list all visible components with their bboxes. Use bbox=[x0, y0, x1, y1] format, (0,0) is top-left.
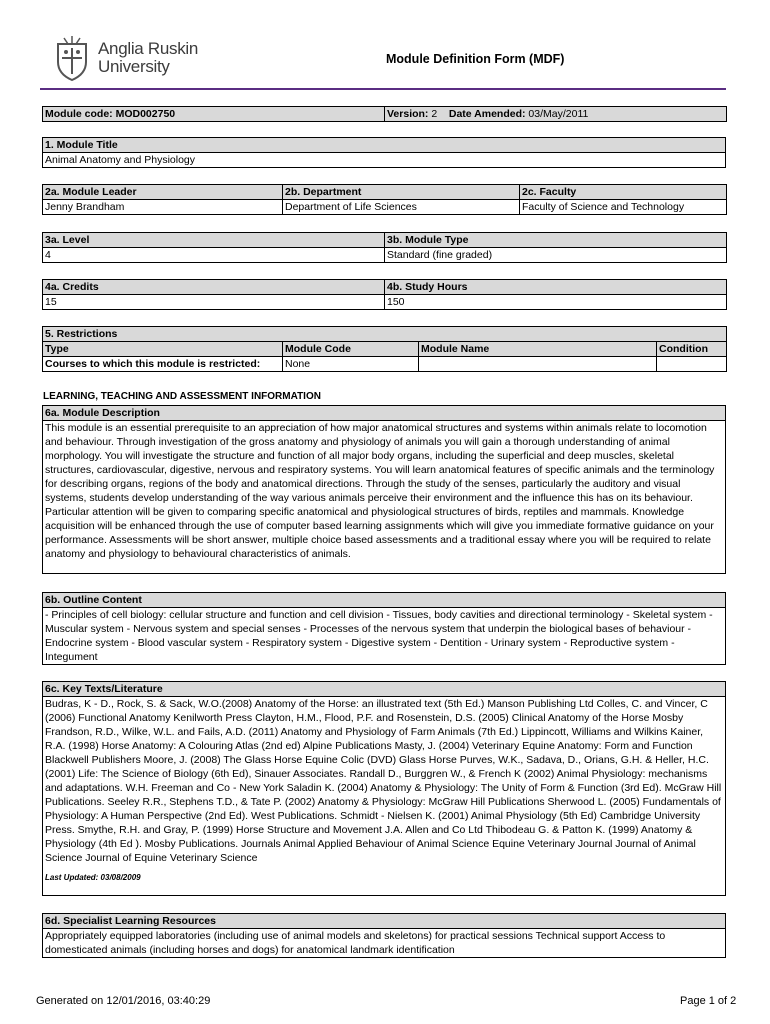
outline-content-table bbox=[42, 592, 726, 665]
outline-content-text: - Principles of cell biology: cellular structure and function and cell division - Tissues, body cavities and directional terminology - Skeletal system - Muscular system - Nervous system and special senses - Processes of the nervous system that underpin the biological bases of behaviour - Endocrine system - Blood vascular system - Respiratory system - Digestive system - Dentition - Urinary system - Reproductive system - Integument bbox=[43, 608, 726, 665]
credits-value: 15 bbox=[43, 295, 385, 310]
faculty-label: 2c. Faculty bbox=[520, 185, 727, 200]
logo-line-2: University bbox=[98, 57, 170, 76]
page-number: Page 1 of 2 bbox=[680, 995, 737, 1007]
restrictions-col-name: Module Name bbox=[419, 342, 657, 357]
generated-timestamp: Generated on 12/01/2016, 03:40:29 bbox=[36, 995, 211, 1007]
key-texts-cell bbox=[43, 697, 726, 896]
department-value: Department of Life Sciences bbox=[283, 200, 520, 215]
module-title-value: Animal Anatomy and Physiology bbox=[43, 153, 726, 168]
ltai-heading: LEARNING, TEACHING AND ASSESSMENT INFORMATION bbox=[43, 391, 321, 402]
module-leader-value: Jenny Brandham bbox=[43, 200, 283, 215]
key-texts-label: 6c. Key Texts/Literature bbox=[43, 682, 726, 697]
header-rule bbox=[40, 88, 726, 90]
restrictions-col-condition: Condition bbox=[657, 342, 727, 357]
date-amended-value: 03/May/2011 bbox=[528, 108, 589, 120]
module-info-table bbox=[42, 106, 727, 122]
restrictions-row-code: None bbox=[283, 357, 419, 372]
restrictions-row-condition bbox=[657, 357, 727, 372]
level-label: 3a. Level bbox=[43, 233, 385, 248]
specialist-resources-text: Appropriately equipped laboratories (including use of animal models and skeletons) for practical sessions Technical support Access to domesticated animals (including horses and dogs) for anatomical landmark identification bbox=[43, 929, 726, 958]
restrictions-row-type: Courses to which this module is restricted: bbox=[43, 357, 283, 372]
module-description-label: 6a. Module Description bbox=[43, 406, 726, 421]
form-title: Module Definition Form (MDF) bbox=[386, 52, 565, 66]
credits-hours-table bbox=[42, 279, 727, 310]
module-type-label: 3b. Module Type bbox=[385, 233, 727, 248]
version-value: 2 bbox=[431, 108, 438, 120]
module-leader-label: 2a. Module Leader bbox=[43, 185, 283, 200]
date-amended-label: Date Amended: bbox=[448, 108, 526, 120]
faculty-value: Faculty of Science and Technology bbox=[520, 200, 727, 215]
level-value: 4 bbox=[43, 248, 385, 263]
university-logo bbox=[50, 34, 210, 84]
restrictions-col-type: Type bbox=[43, 342, 283, 357]
module-code: Module code: MOD002750 bbox=[43, 107, 385, 122]
version-label: Version: bbox=[387, 108, 429, 120]
key-texts-text: Budras, K - D., Rock, S. & Sack, W.O.(2008) Anatomy of the Horse: an illustrated text (5th Ed.) Manson Publishing Ltd Colles, C. and Vincer, C (2006) Functional Anatomy Kenilworth Press Clayton, H.M., Flood, P.F. and Rosenstein, D.S. (2005) Clinical Anatomy of the Horse Mosby Frandson, R.D., Wilke, W.L. and Fails, A.D. (2011) Anatomy and Physiology of Farm Animals (7th Ed.) Lippincott, Williams and Wilkins Kainer, R.A. (1998) Horse Anatomy: A Colouring Atlas (2nd ed) Alpine Publications Masty, J. (2004) Veterinary Equine Anatomy: Form and Function Blackwell Publishers Moore, J. (2008) The Glass Horse Equine Colic (DVD) Glass Horse Purves, W.K., Sadava, D., Orians, G.H. & Heller, H.C. (2001) Life: The Science of Biology (6th Ed), Sinauer Associates. Randall D., Burggren W., & French K (2002) Animal Physiology: mechanisms and adaptations. W.H. Freeman and Co - New York Saladin K. (2004) Anatomy & Physiology: The Unity of Form & Function (3rd Ed). McGraw Hill Publications. Seeley R.R., Stephens T.D., & Tate P. (2002) Anatomy & Physiology: McGraw Hill Publications Sherwood L. (2005) Fundamentals of Physiology: A Human Perspective (2nd Ed). West Publications. Schmidt - Nielsen K. (2001) Animal Physiology (5th Ed) Cambridge University Press. Smythe, R.H. and Gray, P. (1999) Horse Structure and Movement J.A. Allen and Co Ltd Thibodeau G. & Patton K. (1999) Anatomy & Physiology (4th Ed ). Mosby Publications. Journals Animal Applied Behaviour of Animal Science Equine Veterinary Journal Journal of Animal Science Journal of Equine Veterinary Science bbox=[45, 698, 722, 864]
module-title-label: 1. Module Title bbox=[43, 138, 726, 153]
credits-label: 4a. Credits bbox=[43, 280, 385, 295]
restrictions-label: 5. Restrictions bbox=[43, 327, 727, 342]
page-header bbox=[50, 34, 730, 90]
module-title-table bbox=[42, 137, 726, 168]
last-updated: Last Updated: 03/08/2009 bbox=[45, 873, 141, 882]
department-label: 2b. Department bbox=[283, 185, 520, 200]
crest-icon bbox=[52, 36, 92, 82]
level-type-table bbox=[42, 232, 727, 263]
study-hours-value: 150 bbox=[385, 295, 727, 310]
logo-wordmark bbox=[98, 40, 198, 76]
version-date-cell bbox=[385, 107, 727, 122]
specialist-resources-table bbox=[42, 913, 726, 958]
module-description-text: This module is an essential prerequisite to an appreciation of how major anatomical structures and systems within animals relate to locomotion and behaviour. Through investigation of the gross anatomy and physiology of animals you will gain a thorough understanding of animal morphology. You will investigate the structure and function of all major body organs, including the superficial and deep muscles, skeletal structures, cardiovascular, digestive, nervous and respiratory systems. You will learn anatomical features of specific animals and the terminology for describing organs, regions of the body and anatomical directions. Through the study of the senses, particularly the auditory and visual systems, students develop understanding of the way various animals perceive their environment and the influence this has on its behaviour. Particular attention will be given to comparing specific anatomical and physiological structures of birds, reptiles and mammals. Knowledge acquisition will be enhanced through the use of computer based learning assignments which will give you immediate formative guidance on your performance. Assessments will be short answer, multiple choice based assessments and a traditional essay where you will be required to relate anatomy and physiology to behavioural characteristics of animals. bbox=[43, 421, 726, 574]
key-texts-table bbox=[42, 681, 726, 896]
study-hours-label: 4b. Study Hours bbox=[385, 280, 727, 295]
restrictions-row-name bbox=[419, 357, 657, 372]
logo-line-1: Anglia Ruskin bbox=[98, 39, 199, 58]
specialist-resources-label: 6d. Specialist Learning Resources bbox=[43, 914, 726, 929]
restrictions-table bbox=[42, 326, 727, 372]
leader-department-faculty-table bbox=[42, 184, 727, 215]
outline-content-label: 6b. Outline Content bbox=[43, 593, 726, 608]
module-description-table bbox=[42, 405, 726, 574]
restrictions-col-code: Module Code bbox=[283, 342, 419, 357]
module-type-value: Standard (fine graded) bbox=[385, 248, 727, 263]
